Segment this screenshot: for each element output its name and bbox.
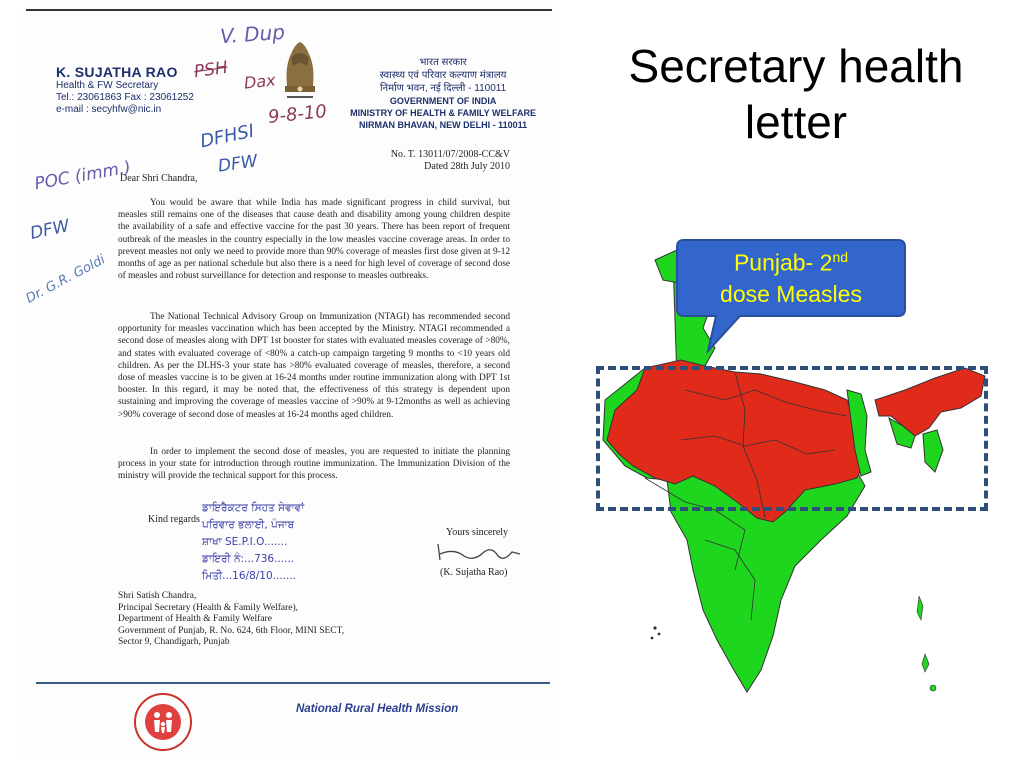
closing: Kind regards [148, 514, 200, 525]
footer-rule [36, 682, 550, 684]
sender-tel: Tel.: 23061863 Fax : 23061252 [56, 92, 194, 103]
sender-email: e-mail : secyhfw@nic.in [56, 104, 162, 115]
reference-block [391, 149, 510, 173]
gov-english-line1: GOVERNMENT OF INDIA [389, 96, 497, 106]
scanned-letter [22, 6, 554, 758]
handwritten-note: DFW [216, 151, 259, 177]
government-header [350, 56, 536, 131]
addressee-block [118, 591, 344, 649]
addressee-line5: Sector 9, Chandigarh, Punjab [118, 637, 230, 647]
reference-number: No. T. 13011/07/2008-CC&V [390, 149, 510, 160]
sender-title: Health & FW Secretary [56, 80, 159, 91]
sender-name: K. SUJATHA RAO [56, 64, 178, 80]
addressee-line1: Shri Satish Chandra, [118, 591, 197, 601]
stamp-line3: ਸ਼ਾਖਾ SE.P.I.O....... [202, 536, 288, 548]
callout-superscript: nd [832, 249, 849, 265]
paragraph-3: In order to implement the second dose of measles, you are requested to initiate the planning process in your state for introduction through routine immunization. The Immunization Division of the ministry will provide the technical support for this process. [118, 447, 510, 482]
handwritten-note: POC (imm.) [33, 157, 133, 195]
stamp-line5: ਮਿਤੀ...16/8/10....... [202, 570, 297, 582]
addressee-line3: Department of Health & Family Welfare [118, 614, 272, 624]
callout-text-part1: Punjab- 2 [733, 249, 833, 276]
stamp-line4: ਡਾਇਰੀ ਨੰ:...736...... [202, 553, 295, 565]
handwritten-note: 9-8-10 [267, 100, 328, 129]
slide-title: Secretary health letter [628, 40, 964, 148]
yours-sincerely: Yours sincerely [446, 527, 509, 538]
handwritten-note: Dax [243, 70, 277, 93]
national-emblem-icon [277, 36, 323, 110]
handwritten-note: PSH [192, 57, 230, 83]
salutation: Dear Shri Chandra, [120, 173, 198, 184]
paragraph-2: The National Technical Advisory Group on Immunization (NTAGI) has recommended second opportunity for measles vaccination which has been accepted by the Ministry. NTAGI recommended a second dose of measles along with DPT 1st booster for states with evaluated measles coverage of >80%, and states with evaluated coverage of <80% a catch-up campaign targeting 9 months to <10 years old children. As per the DLHS-3 your state has >80% evaluated coverage of measles, therefore, a second dose of measles vaccine is to be given at 16-24 months under routine immunization along with DPT 1st booster. In this regard, it may be noted that, the effectiveness of this strategy is dependent upon sustaining and improving the coverage of measles vaccine of >90% at 9-12months as well as achieving >90% coverage of second dose of measles at 16-24 months aged children. [118, 312, 510, 420]
handwritten-note: DFW [28, 216, 72, 244]
footer-mission-name: National Rural Health Mission [296, 703, 459, 715]
paragraph-1: You would be aware that while India has made significant progress in child survival, but measles still remains one of the diseases that cause death and disability among young children despite the availability of a safe and effective vaccine for the past 30 years. There has been report of frequent outbreak of the measles in the country especially in the low measles vaccine coverage areas. In order to prevent measles not only we need to provide more than 90% coverage of measles first dose given at 9-12 months of age as per national schedule but also there is a need for high level of coverage of second dose of measles and robust surveillance for detection and response to measles outbreaks. [118, 198, 510, 282]
gov-hindi-line3: निर्माण भवन, नई दिल्ली - 110011 [379, 83, 507, 94]
stamp-line2: ਪਰਿਵਾਰ ਭਲਾਈ, ਪੰਜਾਬ [202, 519, 295, 531]
letter-top-rule [26, 9, 552, 11]
signature-icon [434, 540, 524, 564]
gov-english-line2: MINISTRY OF HEALTH & FAMILY WELFARE [350, 108, 536, 118]
sender-block [56, 64, 194, 116]
receipt-stamp [202, 500, 304, 585]
highlight-dashed-box [596, 366, 988, 511]
callout-label [676, 242, 906, 310]
gov-hindi-line1: भारत सरकार [419, 57, 467, 68]
gov-english-line3: NIRMAN BHAVAN, NEW DELHI - 110011 [358, 120, 528, 130]
addressee-line2: Principal Secretary (Health & Family Welfare), [118, 602, 299, 613]
callout-text-part2: dose Measles [720, 280, 862, 307]
letter-date: Dated 28th July 2010 [424, 161, 510, 172]
signer-name: (K. Sujatha Rao) [440, 567, 508, 578]
handwritten-note: V. Dup [219, 19, 286, 49]
gov-hindi-line2: स्वास्थ्य एवं परिवार कल्याण मंत्रालय [379, 70, 507, 81]
handwritten-note: DFHSI [198, 120, 257, 153]
handwritten-note: Dr. G.R. Goldi [23, 252, 108, 307]
stamp-line1: ਡਾਇਰੈਕਟਰ ਸਿਹਤ ਸੇਵਾਵਾਂ [202, 502, 305, 514]
addressee-line4: Government of Punjab, R. No. 624, 6th Floor, MINI SECT, [118, 625, 345, 636]
nrhm-logo-icon [128, 690, 198, 754]
